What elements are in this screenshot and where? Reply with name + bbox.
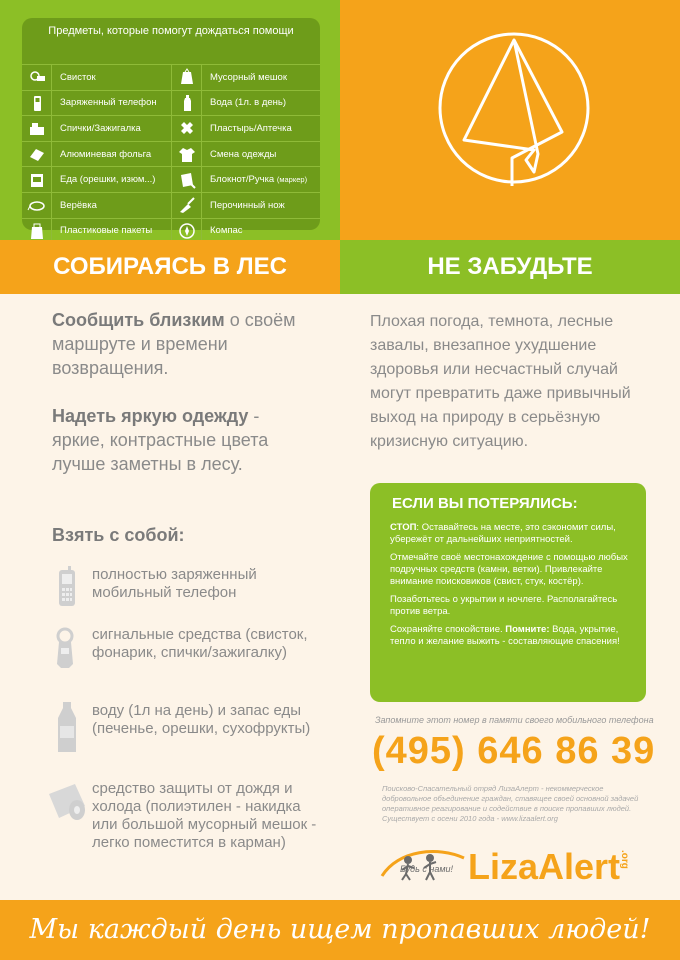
shirt-icon	[178, 145, 196, 163]
checklist-item-label	[202, 225, 243, 236]
banner-dont-forget: НЕ ЗАБУДЬТЕ	[340, 240, 680, 294]
notepad-icon	[178, 171, 196, 189]
take-item-text: сигнальные средства (свисток, фонарик, спички/зажигалку)	[92, 626, 308, 661]
if-lost-title: ЕСЛИ ВЫ ПОТЕРЯЛИСЬ:	[392, 495, 578, 512]
tell-relatives-text: о своём маршруте и времени возвращения.	[52, 310, 296, 378]
food-icon	[28, 171, 46, 189]
checklist-item-text: Вода (1л. в день)	[210, 97, 287, 109]
tell-relatives-bold: Сообщить близким	[52, 310, 225, 330]
stop-bold: СТОП	[390, 522, 417, 533]
water-bottle-icon	[54, 702, 80, 754]
checklist-title: Предметы, которые помогут дождаться помощи	[48, 25, 294, 37]
whistle-icon	[28, 68, 46, 86]
take-item	[46, 566, 318, 608]
banner-going-to-forest: СОБИРАЯСЬ В ЛЕС	[0, 240, 340, 294]
checklist-item	[22, 167, 171, 192]
take-item	[46, 626, 318, 670]
checklist-item-text: Пластырь/Аптечка	[210, 122, 292, 134]
take-item-text: воду (1л на день) и запас еды (печенье, орешки, сухофрукты)	[92, 702, 311, 737]
take-item	[46, 702, 318, 754]
trash-bag-icon	[178, 68, 196, 86]
checklist-grid	[22, 64, 320, 243]
checklist-item-text: Алюминевая фольга	[60, 148, 152, 160]
checklist-item-label	[202, 72, 287, 83]
checklist-item	[22, 65, 171, 90]
left-column	[52, 308, 312, 500]
checklist-item-label	[52, 123, 141, 134]
compass-icon	[178, 222, 196, 240]
brand-org: .org	[619, 850, 630, 869]
foil-icon	[28, 145, 46, 163]
checklist-item-label	[202, 200, 285, 211]
remember-number-note: Запомните этот номер в памяти своего мобильного телефона	[375, 715, 654, 725]
checklist-item	[171, 193, 320, 218]
checklist-item-label	[52, 97, 157, 108]
rope-icon	[28, 196, 46, 214]
checklist-item-text: Верёвка	[60, 199, 97, 211]
stay-calm-text: Сохраняйте спокойствие.	[390, 624, 506, 635]
logo-swoosh-icon	[378, 840, 468, 886]
brand-name: LizaAlert	[468, 846, 621, 887]
checklist-item-label	[52, 200, 97, 211]
checklist-item	[22, 193, 171, 218]
hotline-phone: (495) 646 86 39	[372, 730, 656, 772]
checklist-item	[171, 167, 320, 192]
org-since: Существует с осени 2010 года - www.lizaalert.org	[382, 814, 558, 823]
survival-text: Вода, укрытие, тепло и желание выжить - составляющие спасения!	[390, 624, 620, 647]
warning-text: Плохая погода, темнота, лесные завалы, внезапное ухудшение здоровья или несчастный случай могут превратить даже привычный выход на природу в серьёзную кризисную ситуацию.	[370, 313, 631, 450]
org-description	[382, 784, 642, 824]
checklist-item-text: Еда (орешки, изюм...)	[60, 174, 156, 186]
mobile-phone-icon	[54, 566, 80, 608]
checklist-item	[22, 91, 171, 116]
checklist-item-text: Заряженный телефон	[60, 97, 157, 109]
checklist-item-label	[202, 174, 307, 185]
checklist-item-label	[52, 72, 96, 83]
checklist-row	[22, 166, 320, 192]
brand-slogan: Будь с нами!	[400, 864, 454, 874]
stay-calm-paragraph	[390, 624, 632, 648]
bright-clothes-paragraph	[52, 404, 312, 476]
checklist-item-label	[202, 123, 292, 134]
tell-relatives-paragraph	[52, 308, 312, 380]
checklist-item-label	[52, 225, 152, 236]
checklist-row	[22, 90, 320, 116]
stop-text: : Оставайтесь на месте, это сэкономит силы, убережёт от дальнейших неприятностей.	[390, 522, 616, 545]
checklist-item-note: (маркер)	[276, 175, 308, 185]
checklist-item-text: Свисток	[60, 71, 96, 83]
footer-slogan: Мы каждый день ищем пропавших людей!	[0, 900, 680, 960]
bright-clothes-bold: Надеть яркую одежду	[52, 406, 249, 426]
checklist-row	[22, 115, 320, 141]
checklist-row	[22, 192, 320, 218]
org-text: Поисково-Спасательный отряд ЛизаАлерт - некоммерческое добровольное объединение граждан, ставящее своей основной задачей оперативное реагирование и содействие в поиске пропавших людей.	[382, 784, 639, 813]
checklist-item	[171, 91, 320, 116]
items-checklist	[22, 18, 320, 237]
checklist-item-label	[202, 97, 286, 108]
if-lost-box	[370, 483, 646, 702]
phone-icon	[28, 94, 46, 112]
checklist-item-label	[52, 174, 155, 185]
tree-logo-icon	[434, 28, 594, 188]
checklist-item-text: Мусорный мешок	[210, 71, 287, 83]
checklist-item-text: Пластиковые пакеты	[60, 225, 153, 237]
remember-bold: Помните:	[505, 624, 550, 635]
bags-icon	[28, 222, 46, 240]
checklist-item-text: Смена одежды	[210, 148, 277, 160]
bright-clothes-text: - яркие, контрастные цвета лучше заметны в лесу.	[52, 406, 269, 474]
checklist-item-label	[202, 149, 276, 160]
checklist-item	[22, 116, 171, 141]
checklist-item-text: Компас	[210, 225, 243, 237]
checklist-item	[171, 65, 320, 90]
lizaalert-brand	[378, 840, 648, 890]
checklist-item-text: Перочинный нож	[210, 199, 285, 211]
bandage-icon	[178, 119, 196, 137]
checklist-item-label	[52, 149, 151, 160]
checklist-item-text: Спички/Зажигалка	[60, 122, 141, 134]
checklist-row	[22, 64, 320, 90]
whistle-icon	[51, 626, 83, 670]
checklist-item	[22, 142, 171, 167]
take-item	[46, 780, 318, 852]
checklist-item	[171, 116, 320, 141]
water-bottle-icon	[178, 94, 196, 112]
mark-location-paragraph: Отмечайте своё местонахождение с помощью любых подручных средств (камни, ветки). Привлекайте внимание поисковиков (свист, стук, костёр).	[390, 552, 628, 587]
take-item-text: полностью заряженный мобильный телефон	[92, 566, 257, 601]
stop-paragraph	[390, 522, 632, 546]
checklist-item-text: Блокнот/Ручка	[210, 174, 275, 186]
bedroll-icon	[45, 780, 89, 824]
take-with-you-heading: Взять с собой:	[52, 525, 185, 545]
matches-icon	[28, 119, 46, 137]
checklist-item	[171, 142, 320, 167]
knife-icon	[178, 196, 196, 214]
checklist-row	[22, 141, 320, 167]
take-item-text: средство защиты от дождя и холода (полиэтилен - накидка или большой мусорный мешок - легко поместится в карман)	[92, 780, 317, 851]
shelter-paragraph: Позаботьтесь о укрытии и ночлеге. Располагайтесь против ветра.	[390, 594, 618, 617]
